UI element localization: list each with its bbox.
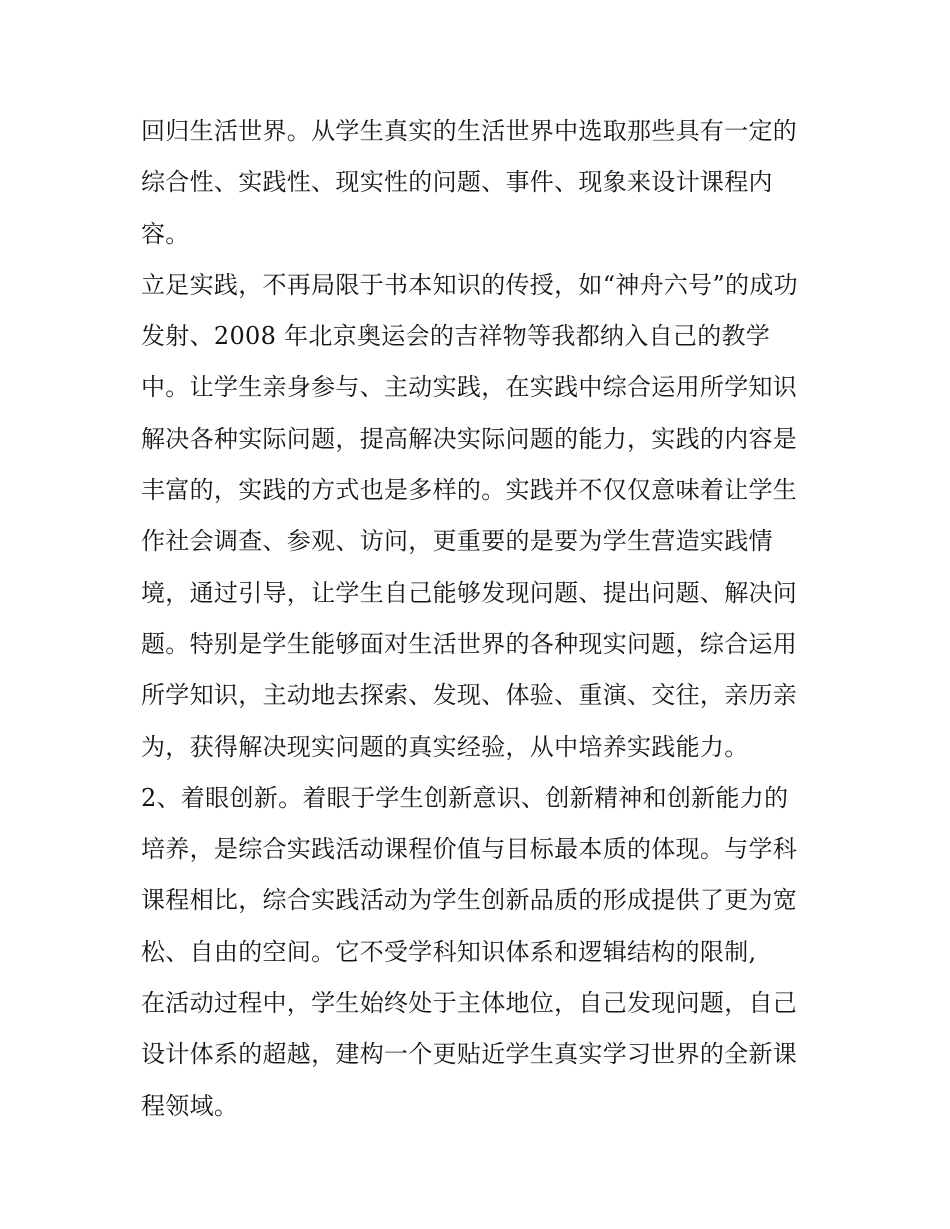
body-text [141, 106, 821, 1132]
text-line: 为，获得解决现实问题的真实经验，从中培养实践能力。 [141, 732, 749, 761]
text-line: 中。让学生亲身参与、主动实践，在实践中综合运用所学知识 [141, 373, 798, 402]
text-line: 课程相比，综合实践活动为学生创新品质的形成提供了更为宽 [141, 886, 798, 915]
text-line: 综合性、实践性、现实性的问题、事件、现象来设计课程内 [141, 168, 773, 197]
text-line: 2、着眼创新。着眼于学生创新意识、创新精神和创新能力的 [141, 783, 789, 812]
text-line: 程领域。 [141, 1091, 239, 1120]
text-line: 容。 [141, 219, 190, 248]
text-line: 培养，是综合实践活动课程价值与目标最本质的体现。与学科 [141, 835, 798, 864]
text-line: 回归生活世界。从学生真实的生活世界中选取那些具有一定的 [141, 117, 798, 145]
text-line: 在活动过程中，学生始终处于主体地位，自己发现问题，自己 [141, 989, 798, 1018]
text-line: 设计体系的超越，建构一个更贴近学生真实学习世界的全新课 [141, 1040, 798, 1069]
text-line: 作社会调查、参观、访问，更重要的是要为学生营造实践情 [141, 527, 773, 556]
text-line: 所学知识，主动地去探索、发现、体验、重演、交往，亲历亲 [141, 681, 798, 710]
text-line: 解决各种实际问题，提高解决实际问题的能力，实践的内容是 [141, 424, 798, 453]
text-line: 发射、2008 年北京奥运会的吉祥物等我都纳入自己的教学 [141, 322, 771, 351]
text-line: 丰富的，实践的方式也是多样的。实践并不仅仅意味着让学生 [141, 476, 798, 505]
text-line: 境，通过引导，让学生自己能够发现问题、提出问题、解决问 [141, 578, 798, 607]
text-line: 题。特别是学生能够面对生活世界的各种现实问题，综合运用 [141, 629, 798, 658]
text-line: 松、自由的空间。它不受学科知识体系和逻辑结构的限制, [141, 937, 757, 966]
text-line: 立足实践，不再局限于书本知识的传授，如“神舟六号”的成功 [141, 270, 798, 299]
